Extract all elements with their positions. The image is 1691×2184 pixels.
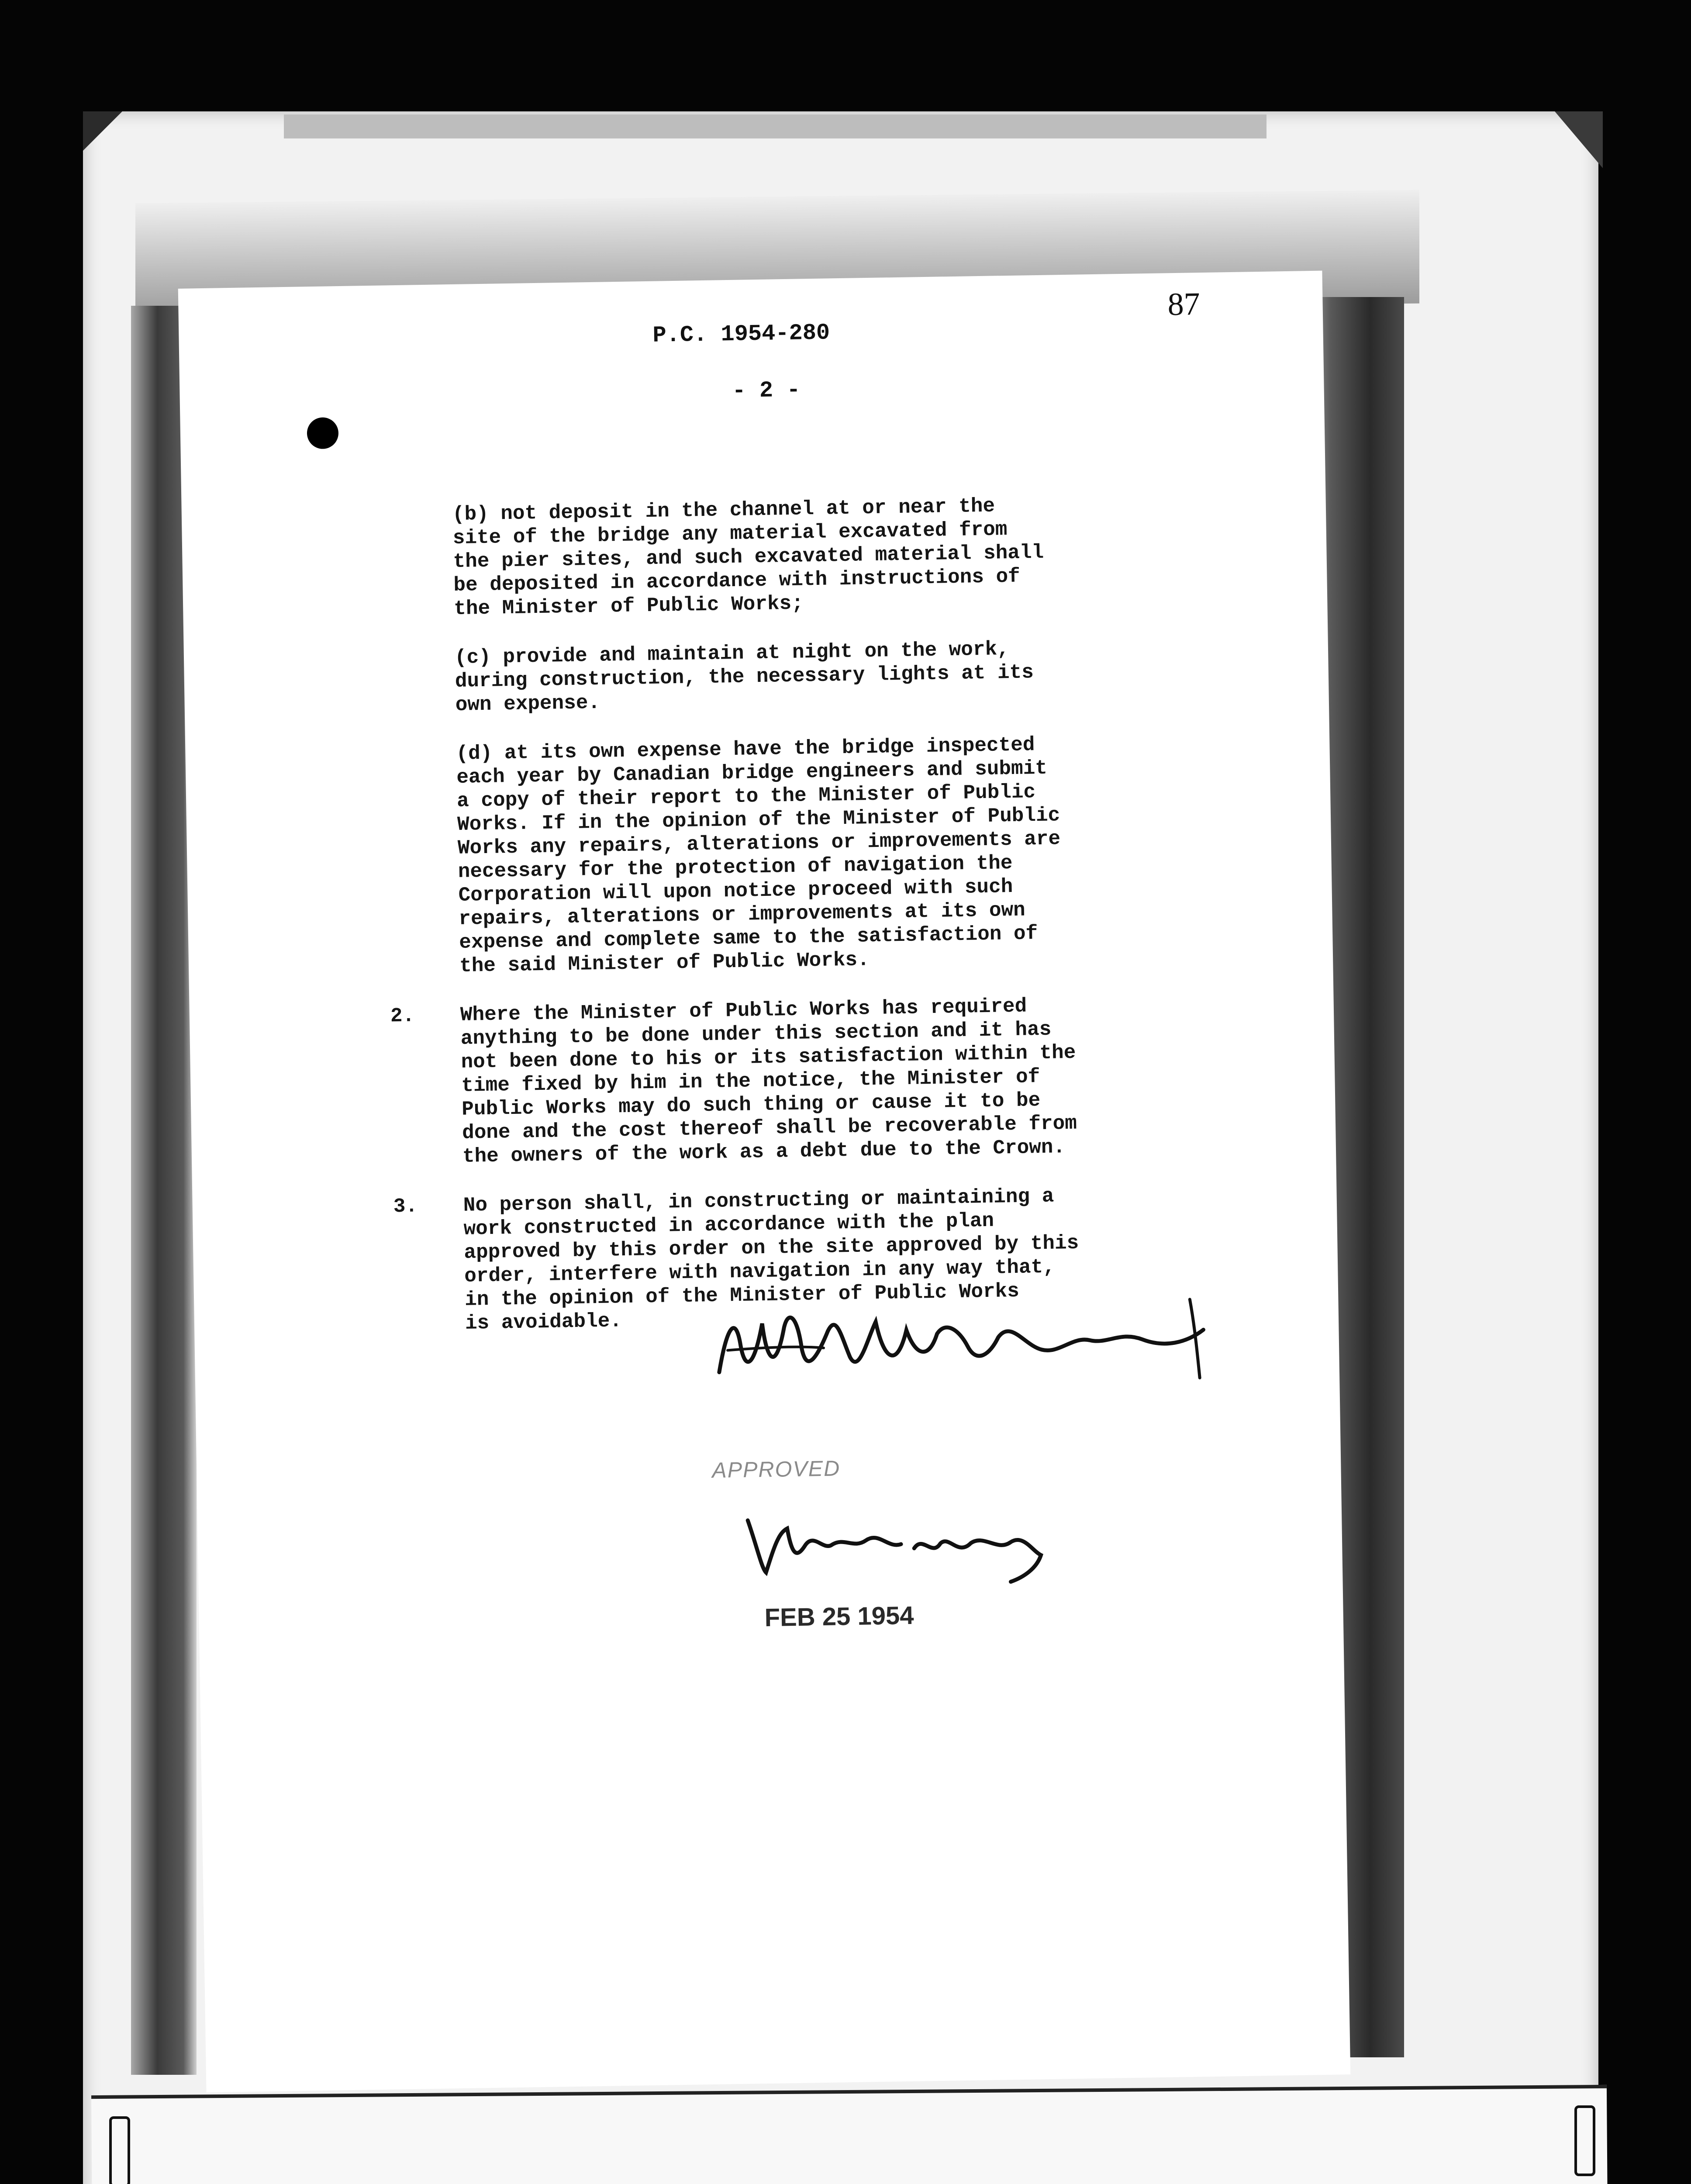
signature-governor-general (739, 1498, 1055, 1590)
punch-hole (307, 417, 338, 449)
section-2 (390, 991, 1232, 1168)
section-number: 2. (390, 1004, 415, 1028)
clip-right (1574, 2105, 1595, 2176)
approved-stamp: APPROVED (711, 1456, 841, 1482)
signature-minister (709, 1290, 1217, 1394)
holder-top-strip (284, 114, 1267, 138)
date-stamp: FEB 25 1954 (764, 1601, 914, 1632)
section-text: No person shall, in constructing or maintaining a work constructed in accordance with the plan approved by this order on the site approved by this order, interfere with navigation in any way that, in the opinion of the Minister of Public Works is avoidable. (463, 1185, 1079, 1335)
clip-left (109, 2116, 130, 2184)
order-number: P.C. 1954-280 (652, 320, 830, 349)
section-text: Where the Minister of Public Works has required anything to be done under this section and it has not been done to his or its satisfaction within the time fixed by him in the notice, the Minister of Public Works may do such thing or cause it to be done and the cost thereof shall be recoverable from the owners of the work as a debt due to the Crown. (460, 995, 1077, 1168)
clause-b: (b) not deposit in the channel at or near the site of the bridge any material excavated from the pier sites, and such excavated material shall be deposited in accordance with instructions of the Minister of Public Works; (452, 494, 1044, 620)
holder-rail (91, 2085, 1608, 2184)
page-number: 87 (1167, 286, 1201, 323)
section-number: 3. (393, 1195, 418, 1218)
clause-c: (c) provide and maintain at night on the work, during construction, the necessary lights at its own expense. (454, 638, 1034, 716)
document-page (178, 271, 1351, 2093)
order-body (390, 491, 1235, 1360)
page-subnumber: - 2 - (732, 377, 801, 404)
clause-d: (d) at its own expense have the bridge inspected each year by Canadian bridge engineers and submit a copy of their report to the Minister of Public Works. If in the opinion of the Minister of Public Works any repairs, alterations or improvements are necessary for the protection of navigation the Corporation will upon notice proceed with such repairs, alterations or improvements at its own expense and complete same to the satisfaction of the said Minister of Public Works. (456, 733, 1061, 978)
